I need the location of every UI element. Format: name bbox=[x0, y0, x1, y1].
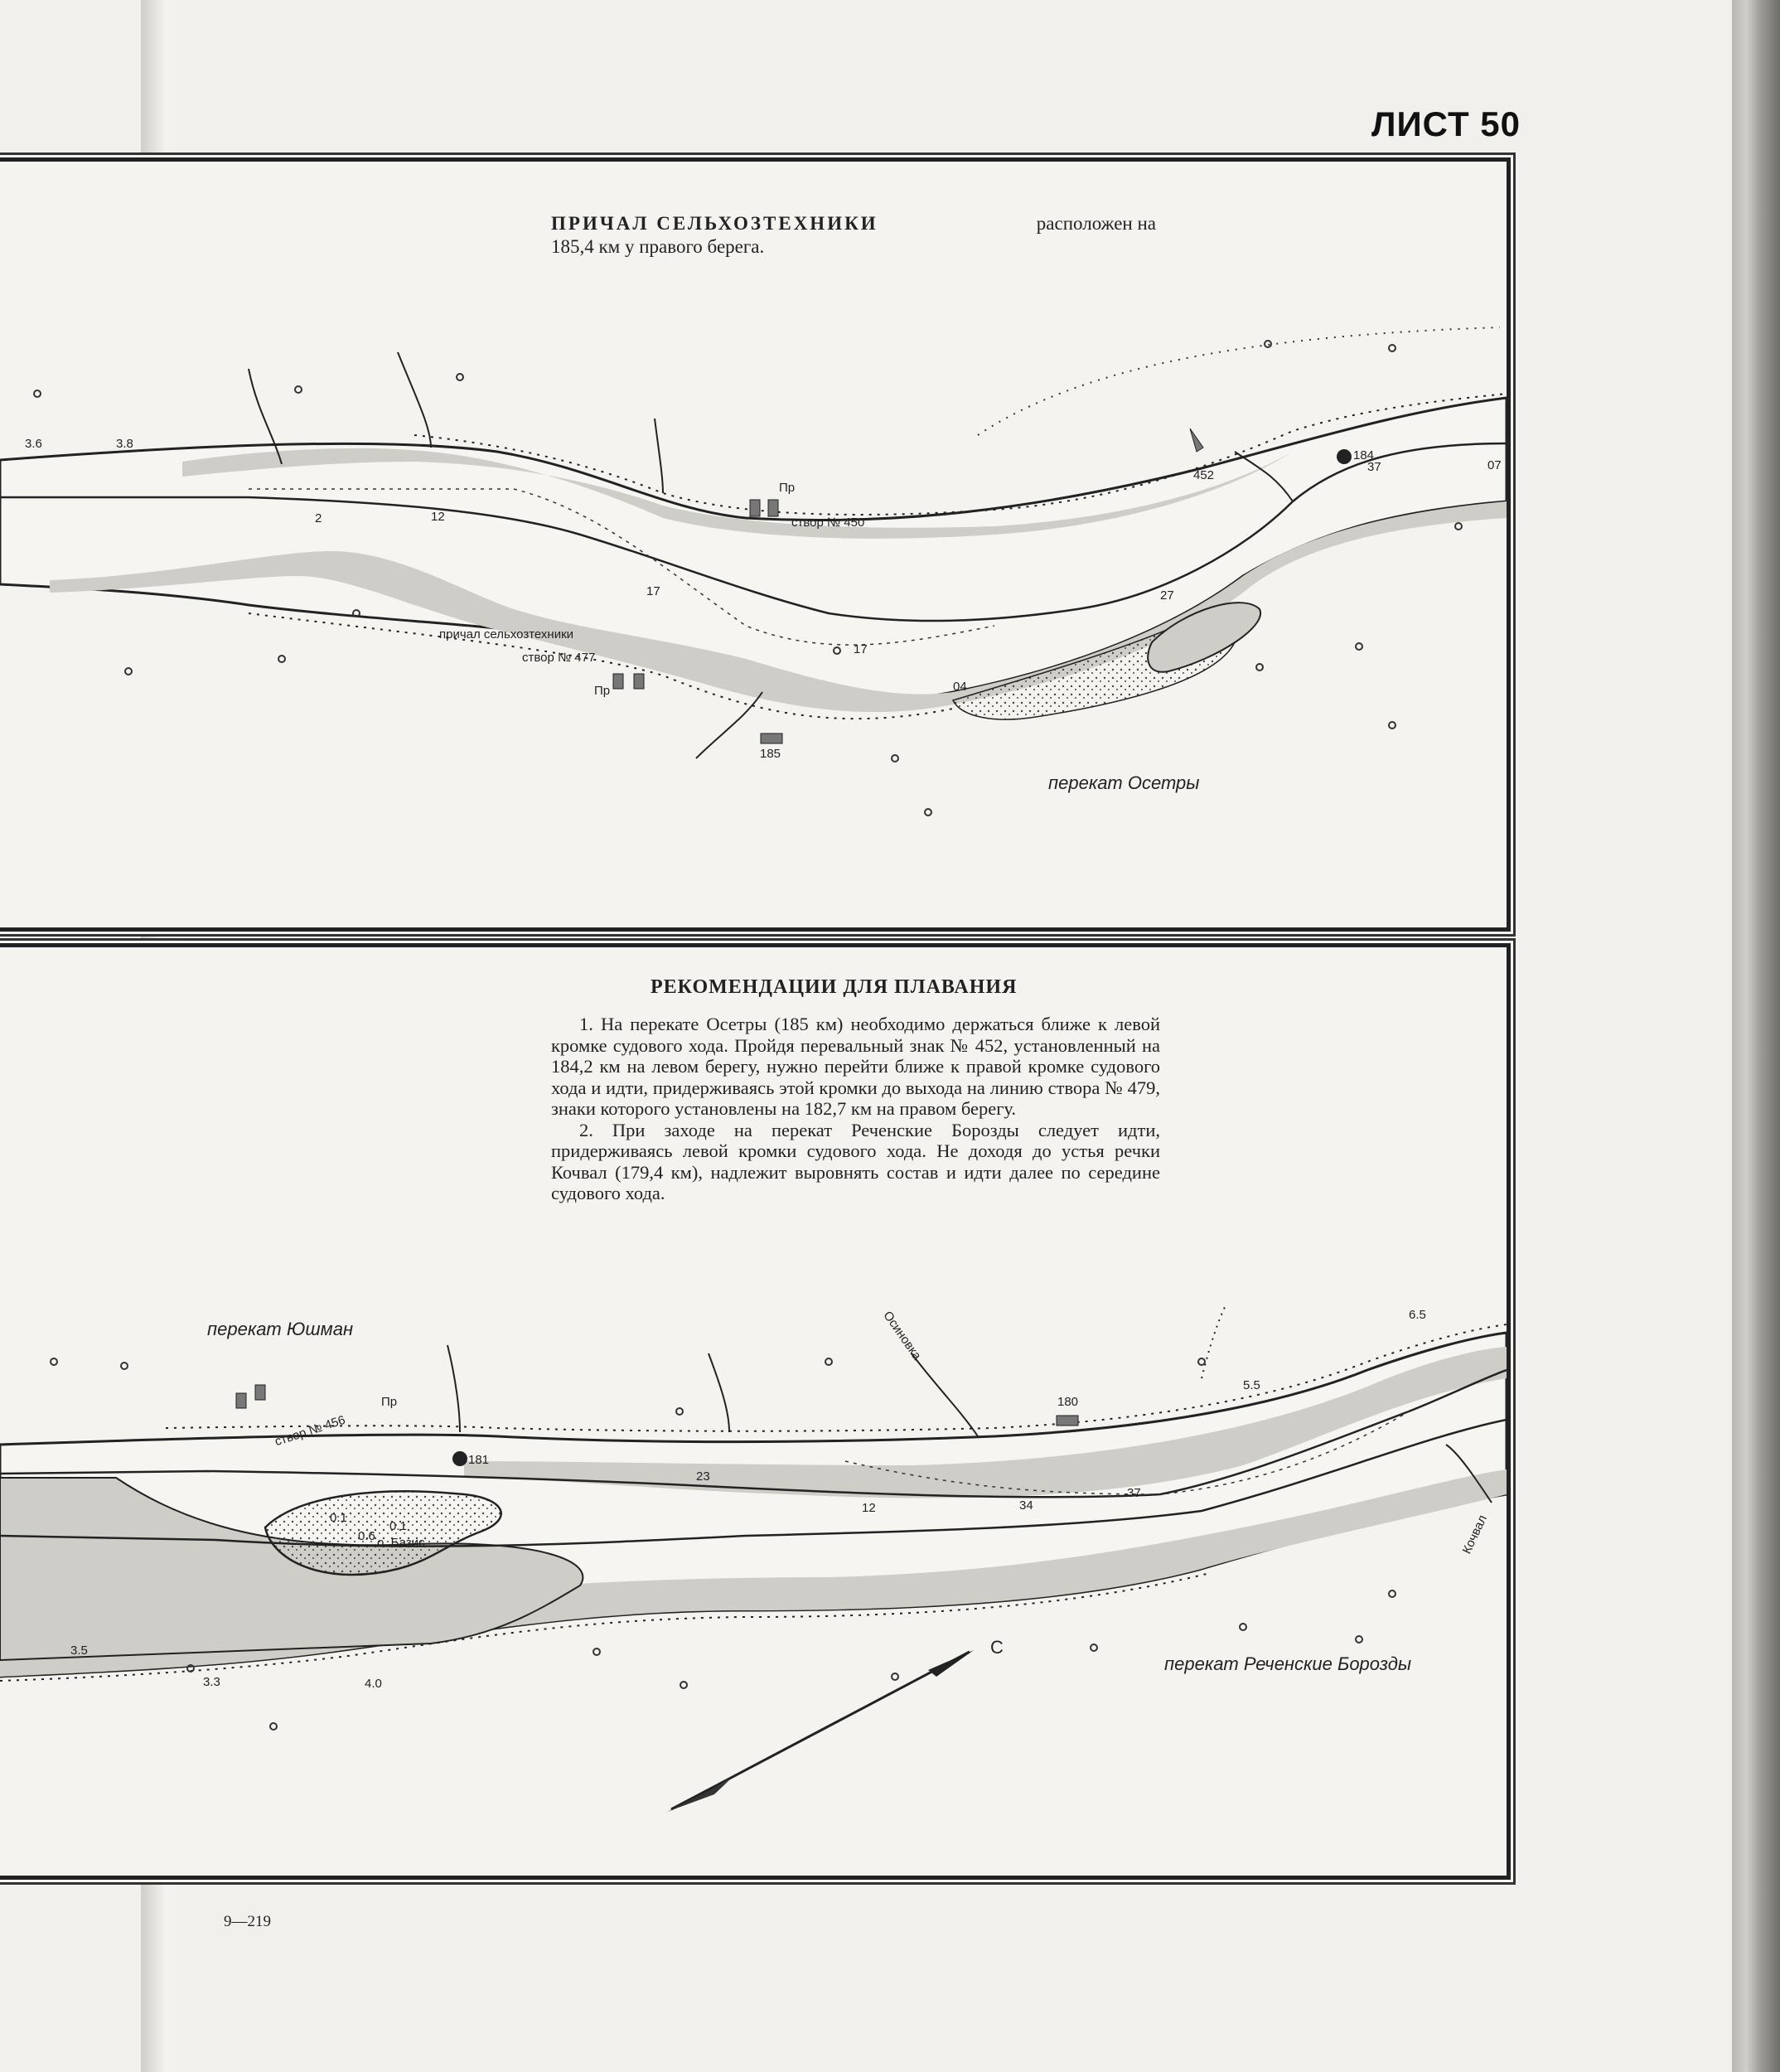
sign-452 bbox=[1190, 428, 1203, 452]
pr-label: Пр bbox=[594, 684, 611, 698]
sign-181 bbox=[452, 1451, 467, 1466]
depth-label: 2 bbox=[315, 511, 322, 525]
depth-label: 5.5 bbox=[1243, 1378, 1260, 1392]
rifle-label-rechenskie: перекат Реченские Борозды bbox=[1164, 1653, 1412, 1674]
stream-osinovka bbox=[912, 1353, 978, 1436]
sign-label-184: 184 bbox=[1353, 448, 1375, 462]
range-mark-477 bbox=[634, 674, 644, 689]
depth-label: 4.0 bbox=[365, 1677, 382, 1691]
stream bbox=[696, 692, 762, 758]
depth-label: 3.8 bbox=[116, 437, 133, 451]
rifle-label-osetry: перекат Осетры bbox=[1048, 772, 1200, 793]
depth-label: 3.5 bbox=[70, 1644, 88, 1658]
stream-label-osinovka: Осиновка bbox=[880, 1309, 924, 1363]
depth-label: 12 bbox=[862, 1501, 876, 1515]
depth-label: 0.6 bbox=[358, 1529, 375, 1543]
sign-label-452: 452 bbox=[1193, 468, 1215, 482]
sign-label-181: 181 bbox=[468, 1453, 490, 1467]
km-post-180 bbox=[1057, 1416, 1078, 1426]
depth-label: 3.6 bbox=[25, 437, 42, 451]
page-number: 9—219 bbox=[224, 1913, 271, 1930]
north-arrow-icon bbox=[667, 1650, 974, 1812]
stream bbox=[655, 419, 663, 493]
depth-label: 23 bbox=[696, 1469, 710, 1484]
river-water bbox=[0, 398, 1507, 702]
berth-text: расположен на bbox=[1036, 213, 1156, 234]
km-post-185 bbox=[761, 733, 782, 743]
depth-label: 27 bbox=[1160, 588, 1174, 603]
stream bbox=[709, 1353, 729, 1432]
recommendation-paragraph: 2. При заходе на перекат Реченские Борозды следует идти, придерживаясь левой кромки судового хода. Не доходя до устья речки Кочвал (179,4 км), надлежит выровнять состав и идти далее по середине судового хода. bbox=[551, 1119, 1160, 1203]
berth-text-line2: 185,4 км у правого берега. bbox=[551, 236, 765, 257]
recommendations-text bbox=[551, 1014, 1160, 1204]
pr-label: Пр bbox=[381, 1395, 398, 1409]
depth-label: 3.3 bbox=[203, 1675, 220, 1689]
km-label-180: 180 bbox=[1057, 1395, 1079, 1409]
recommendation-paragraph: 1. На перекате Осетры (185 км) необходимо держаться ближе к левой кромке судового хода. Пройдя перевальный знак № 452, установленный на 184,2 км на левом берегу, нужно перейти ближе к правой кромке судового хода и идти, придерживаясь этой кромки до выхода на линию створа № 479, знаки которого установлены на 182,7 км на правом берегу. bbox=[551, 1014, 1160, 1119]
depth-label: 07 bbox=[1487, 458, 1502, 472]
range-label-450: створ № 450 bbox=[791, 516, 865, 530]
book-edge bbox=[1732, 0, 1780, 2072]
berth-label: причал сельхозтехники bbox=[439, 627, 574, 641]
range-mark-456 bbox=[236, 1393, 246, 1408]
depth-label: 17 bbox=[854, 642, 868, 656]
stream bbox=[447, 1345, 460, 1432]
range-mark-477 bbox=[613, 674, 623, 689]
depth-label: 17 bbox=[646, 584, 660, 598]
depth-label: 0.1 bbox=[330, 1511, 347, 1525]
depth-label: 6.5 bbox=[1409, 1308, 1426, 1322]
range-mark-450 bbox=[768, 500, 778, 516]
berth-heading: ПРИЧАЛ СЕЛЬХОЗТЕХНИКИ bbox=[551, 213, 878, 234]
island-label: о. Базис bbox=[377, 1536, 425, 1550]
range-label-456: створ № 456 bbox=[273, 1412, 347, 1450]
stream-label-kochval: Кочвал bbox=[1459, 1513, 1490, 1556]
berth-intro bbox=[551, 212, 1156, 259]
depth-label: 37 bbox=[1127, 1486, 1141, 1500]
range-label-477: створ № 477 bbox=[522, 651, 596, 665]
depth-label: 0.1 bbox=[389, 1519, 407, 1533]
range-mark-456 bbox=[255, 1385, 265, 1400]
stream bbox=[398, 352, 431, 448]
pr-label: Пр bbox=[779, 481, 796, 495]
range-mark-450 bbox=[750, 500, 760, 516]
north-label: С bbox=[990, 1637, 1004, 1658]
depth-label: 34 bbox=[1019, 1498, 1033, 1513]
sign-184 bbox=[1337, 449, 1352, 464]
sheet-title: ЛИСТ 50 bbox=[1371, 104, 1521, 143]
map-panel-top bbox=[0, 157, 1511, 932]
depth-label: 04 bbox=[953, 680, 967, 694]
km-label-185: 185 bbox=[760, 747, 781, 761]
recommendations-heading: РЕКОМЕНДАЦИИ ДЛЯ ПЛАВАНИЯ bbox=[651, 976, 1018, 998]
river-map-osetry bbox=[0, 162, 1507, 927]
depth-label: 37 bbox=[1367, 460, 1381, 474]
rifle-label-yushman: перекат Юшман bbox=[207, 1319, 354, 1339]
dotted-path bbox=[1202, 1304, 1226, 1378]
depth-label: 12 bbox=[431, 510, 445, 524]
